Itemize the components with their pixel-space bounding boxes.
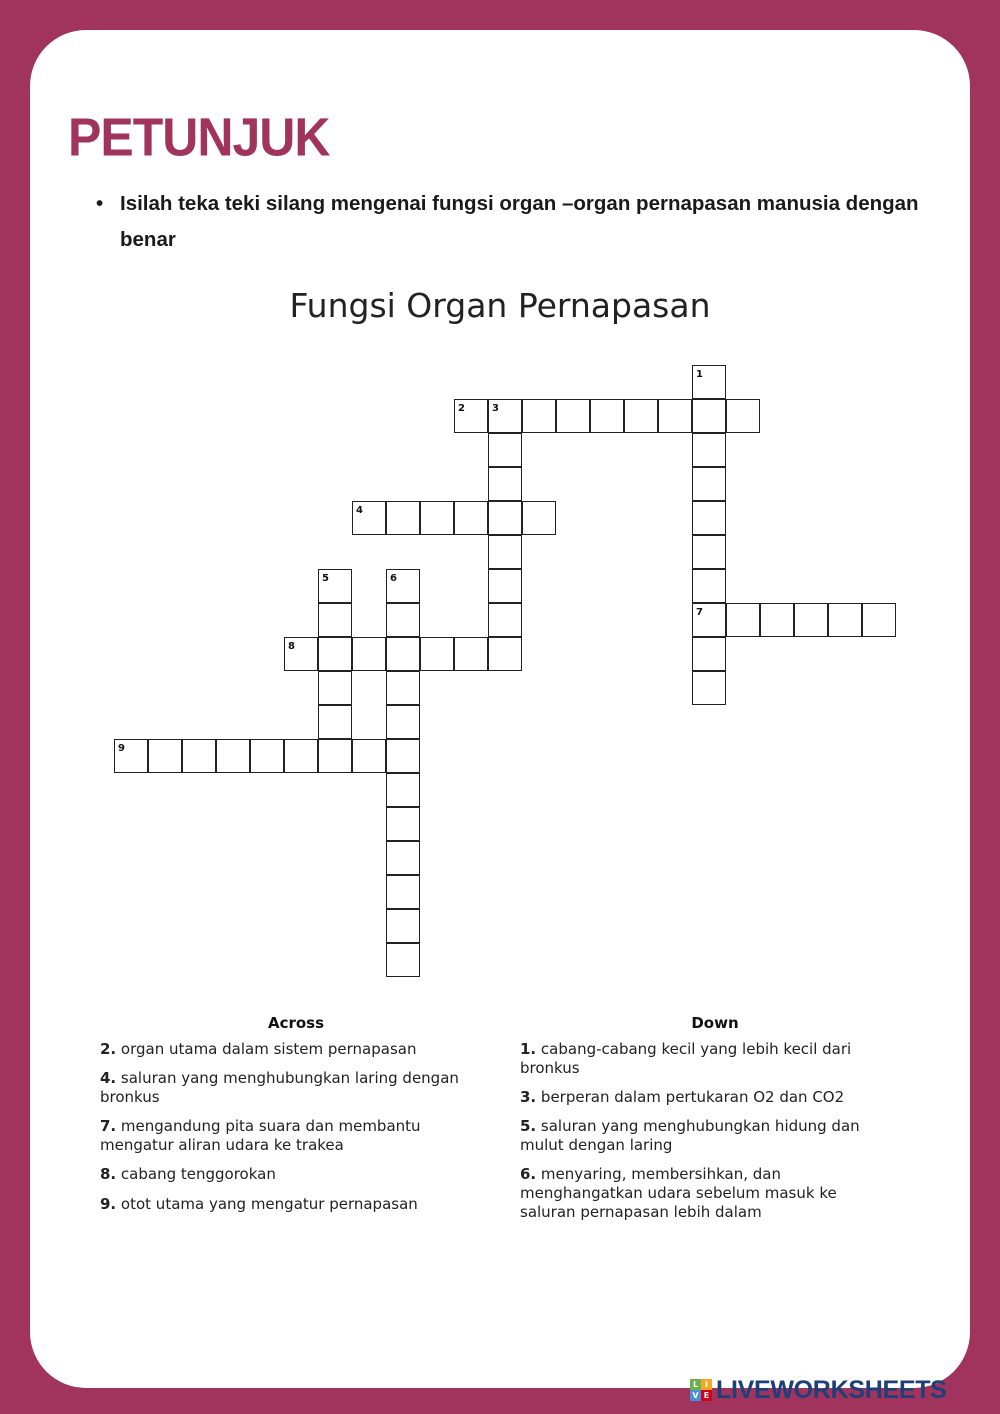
crossword-cell[interactable]: [794, 603, 828, 637]
clue-number: 9.: [100, 1195, 117, 1213]
crossword-cell[interactable]: [386, 501, 420, 535]
clue-number: 1.: [520, 1040, 537, 1058]
clue-number: 6.: [520, 1165, 537, 1183]
crossword-cell[interactable]: [420, 501, 454, 535]
crossword-cell[interactable]: [556, 399, 590, 433]
clue-text: otot utama yang mengatur pernapasan: [120, 1195, 418, 1213]
crossword-cell[interactable]: [318, 637, 352, 671]
clue-number: 4.: [100, 1069, 117, 1087]
crossword-cell[interactable]: [726, 603, 760, 637]
crossword-cell[interactable]: [488, 535, 522, 569]
brand-logo-letter: E: [701, 1390, 712, 1401]
cell-number: 5: [322, 573, 329, 584]
crossword-cell[interactable]: [692, 637, 726, 671]
crossword-cell[interactable]: [692, 569, 726, 603]
brand-logo-letter: V: [690, 1390, 701, 1401]
crossword-cell[interactable]: [386, 671, 420, 705]
crossword-cell[interactable]: [488, 637, 522, 671]
cell-number: 1: [696, 369, 703, 380]
cell-number: 8: [288, 641, 295, 652]
crossword-cell[interactable]: [692, 467, 726, 501]
crossword-cell[interactable]: [318, 671, 352, 705]
across-title: Across: [267, 1014, 325, 1032]
instruction-text: Isilah teka teki silang mengenai fungsi organ –organ pernapasan manusia dengan benar: [120, 192, 919, 251]
page-heading: PETUNJUK: [68, 106, 330, 168]
crossword-cell[interactable]: [454, 637, 488, 671]
crossword-cell[interactable]: [352, 739, 386, 773]
crossword-cell[interactable]: [250, 739, 284, 773]
crossword-cell[interactable]: [488, 467, 522, 501]
down-clue: [520, 1117, 900, 1155]
crossword-cell[interactable]: [182, 739, 216, 773]
clue-text: saluran yang menghubungkan laring dengan bronkus: [100, 1069, 459, 1106]
cell-number: 7: [696, 607, 703, 618]
crossword-cell[interactable]: [318, 603, 352, 637]
cell-number: 3: [492, 403, 499, 414]
clue-text: cabang-cabang kecil yang lebih kecil dari bronkus: [520, 1040, 852, 1077]
clue-text: menyaring, membersihkan, dan menghangatkan udara sebelum masuk ke saluran pernapasan lebih dalam: [520, 1165, 837, 1221]
clue-number: 7.: [100, 1117, 117, 1135]
brand-name: LIVEWORKSHEETS: [716, 1375, 947, 1404]
clue-number: 2.: [100, 1040, 117, 1058]
bullet-icon: •: [96, 192, 104, 215]
crossword-cell[interactable]: [386, 875, 420, 909]
crossword-cell[interactable]: [386, 773, 420, 807]
crossword-cell[interactable]: [318, 705, 352, 739]
brand-logo-letter: I: [701, 1379, 712, 1390]
clue-text: cabang tenggorokan: [120, 1165, 276, 1183]
crossword-cell[interactable]: [692, 433, 726, 467]
crossword-cell[interactable]: [352, 637, 386, 671]
crossword-cell[interactable]: [828, 603, 862, 637]
down-title: Down: [691, 1014, 739, 1032]
across-clue: [100, 1165, 490, 1184]
cell-number: 6: [390, 573, 397, 584]
crossword-cell[interactable]: [488, 501, 522, 535]
crossword-cell[interactable]: [386, 807, 420, 841]
crossword-cell[interactable]: [420, 637, 454, 671]
clue-text: mengandung pita suara dan membantu mengatur aliran udara ke trakea: [100, 1117, 421, 1154]
clue-text: saluran yang menghubungkan hidung dan mulut dengan laring: [520, 1117, 860, 1154]
clue-number: 8.: [100, 1165, 117, 1183]
crossword-cell[interactable]: [726, 399, 760, 433]
clue-text: berperan dalam pertukaran O2 dan CO2: [540, 1088, 845, 1106]
cell-number: 2: [458, 403, 465, 414]
clue-text: organ utama dalam sistem pernapasan: [120, 1040, 417, 1058]
cell-number: 9: [118, 743, 125, 754]
crossword-cell[interactable]: [386, 705, 420, 739]
liveworksheets-brand: [690, 1376, 947, 1404]
brand-logo-icon: [690, 1379, 712, 1401]
crossword-cell[interactable]: [692, 399, 726, 433]
crossword-cell[interactable]: [658, 399, 692, 433]
crossword-cell[interactable]: [488, 569, 522, 603]
crossword-cell[interactable]: [386, 739, 420, 773]
crossword-cell[interactable]: [488, 603, 522, 637]
clue-number: 5.: [520, 1117, 537, 1135]
crossword-cell[interactable]: [284, 739, 318, 773]
crossword-cell[interactable]: [386, 909, 420, 943]
crossword-cell[interactable]: [488, 433, 522, 467]
across-clue: [100, 1069, 490, 1107]
puzzle-title: Fungsi Organ Pernapasan: [289, 286, 711, 325]
crossword-cell[interactable]: [692, 535, 726, 569]
crossword-cell[interactable]: [148, 739, 182, 773]
clue-number: 3.: [520, 1088, 537, 1106]
crossword-cell[interactable]: [454, 501, 488, 535]
crossword-cell[interactable]: [692, 671, 726, 705]
crossword-cell[interactable]: [692, 501, 726, 535]
brand-logo-letter: L: [690, 1379, 701, 1390]
crossword-cell[interactable]: [522, 501, 556, 535]
across-clue: [100, 1040, 490, 1059]
crossword-cell[interactable]: [590, 399, 624, 433]
cell-number: 4: [356, 505, 363, 516]
crossword-cell[interactable]: [862, 603, 896, 637]
crossword-cell[interactable]: [386, 603, 420, 637]
crossword-cell[interactable]: [386, 943, 420, 977]
crossword-cell[interactable]: [318, 739, 352, 773]
crossword-cell[interactable]: [522, 399, 556, 433]
crossword-cell[interactable]: [624, 399, 658, 433]
crossword-cell[interactable]: [216, 739, 250, 773]
down-clue: [520, 1165, 880, 1222]
down-clue: [520, 1088, 900, 1107]
across-clue: [100, 1195, 490, 1214]
across-clue: [100, 1117, 470, 1155]
crossword-cell[interactable]: [386, 841, 420, 875]
down-clue: [520, 1040, 900, 1078]
crossword-cell[interactable]: [386, 637, 420, 671]
crossword-cell[interactable]: [760, 603, 794, 637]
